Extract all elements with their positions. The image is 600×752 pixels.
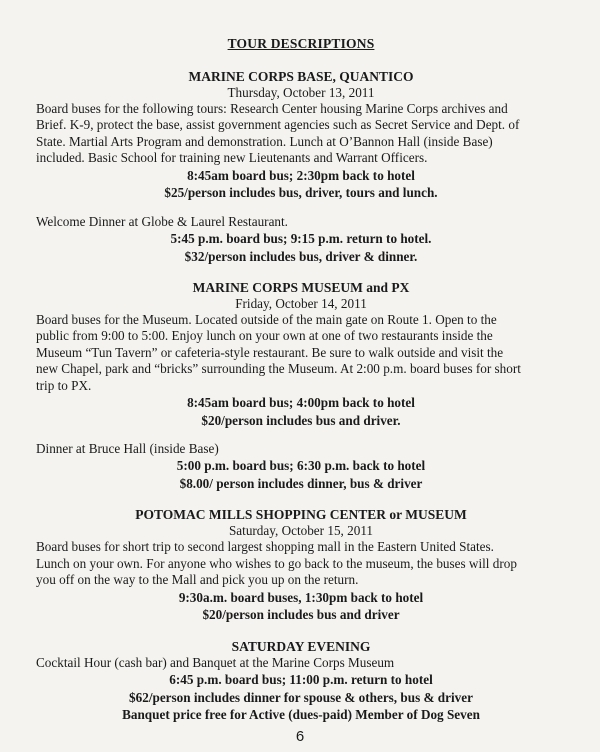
schedule-line: 5:45 p.m. board bus; 9:15 p.m. return to hotel. — [170, 231, 432, 247]
section-saturday-evening — [36, 639, 566, 724]
page-title: TOUR DESCRIPTIONS — [227, 36, 375, 51]
description-line: you off on the way to the Mall and pick you up on the return. — [36, 572, 359, 588]
description-line: new Chapel, park and “bricks” surrounding the Museum. At 2:00 p.m. board buses for short — [36, 361, 521, 377]
description-line: Lunch on your own. For anyone who wishes to go back to the museum, the buses will drop — [36, 555, 517, 571]
section-potomac-mills — [36, 507, 566, 623]
section-heading: POTOMAC MILLS SHOPPING CENTER or MUSEUM — [135, 507, 467, 523]
section-description — [36, 312, 566, 394]
description-line: State. Martial Arts Program and demonstration. Lunch at O’Bannon Hall (inside Base) — [36, 133, 493, 149]
section-date: Saturday, October 15, 2011 — [228, 523, 374, 539]
section-date: Friday, October 14, 2011 — [235, 296, 367, 312]
description-line: included. Basic School for training new Lieutenants and Warrant Officers. — [36, 150, 428, 166]
schedule-line: 8:45am board bus; 2:30pm back to hotel — [187, 167, 415, 183]
page-number: 6 — [295, 728, 305, 745]
section-heading: MARINE CORPS MUSEUM and PX — [192, 280, 410, 296]
schedule-line: 6:45 p.m. board bus; 11:00 p.m. return to hotel — [169, 672, 433, 688]
section-description — [36, 655, 566, 671]
description-line: Museum “Tun Tavern” or cafeteria-style restaurant. Be sure to walk outside and visit the — [36, 344, 504, 360]
section-bruce-hall-dinner — [36, 441, 566, 492]
price-line: $25/person includes bus, driver, tours and lunch. — [164, 185, 438, 201]
schedule-line: 9:30a.m. board buses, 1:30pm back to hotel — [178, 589, 424, 605]
note-line: Banquet price free for Active (dues-paid) Member of Dog Seven — [122, 707, 480, 723]
description-line: Board buses for the Museum. Located outside of the main gate on Route 1. Open to the — [36, 312, 497, 328]
description-line: Board buses for the following tours: Research Center housing Marine Corps archives and — [36, 101, 508, 116]
price-line: $62/person includes dinner for spouse & others, bus & driver — [129, 689, 473, 705]
description-line: Brief. K-9, protect the base, assist government agencies such as Secret Service and Dept. of — [36, 117, 520, 133]
price-line: $32/person includes bus, driver & dinner. — [184, 248, 418, 264]
description-line: Cocktail Hour (cash bar) and Banquet at the Marine Corps Museum — [36, 654, 395, 670]
schedule-line: 8:45am board bus; 4:00pm back to hotel — [187, 395, 415, 411]
description-line: trip to PX. — [36, 377, 92, 393]
event-line: Welcome Dinner at Globe & Laurel Restaurant. — [36, 213, 288, 229]
description-line: Board buses for short trip to second largest shopping mall in the Eastern United States. — [36, 539, 494, 555]
section-heading: SATURDAY EVENING — [231, 638, 371, 654]
document-page — [36, 36, 566, 724]
description-line: public from 9:00 to 5:00. Enjoy lunch on your own at one of two restaurants inside the — [36, 328, 493, 344]
event-line: Dinner at Bruce Hall (inside Base) — [36, 441, 219, 457]
price-line: $8.00/ person includes dinner, bus & driver — [179, 475, 423, 491]
schedule-line: 5:00 p.m. board bus; 6:30 p.m. back to hotel — [176, 458, 426, 474]
section-description — [36, 539, 566, 588]
price-line: $20/person includes bus and driver — [202, 607, 400, 623]
section-museum-px — [36, 280, 566, 429]
section-description — [36, 101, 566, 167]
section-welcome-dinner — [36, 214, 566, 265]
section-date: Thursday, October 13, 2011 — [227, 85, 375, 100]
section-heading: MARINE CORPS BASE, QUANTICO — [188, 69, 414, 84]
section-quantico — [36, 69, 566, 202]
price-line: $20/person includes bus and driver. — [201, 412, 401, 428]
